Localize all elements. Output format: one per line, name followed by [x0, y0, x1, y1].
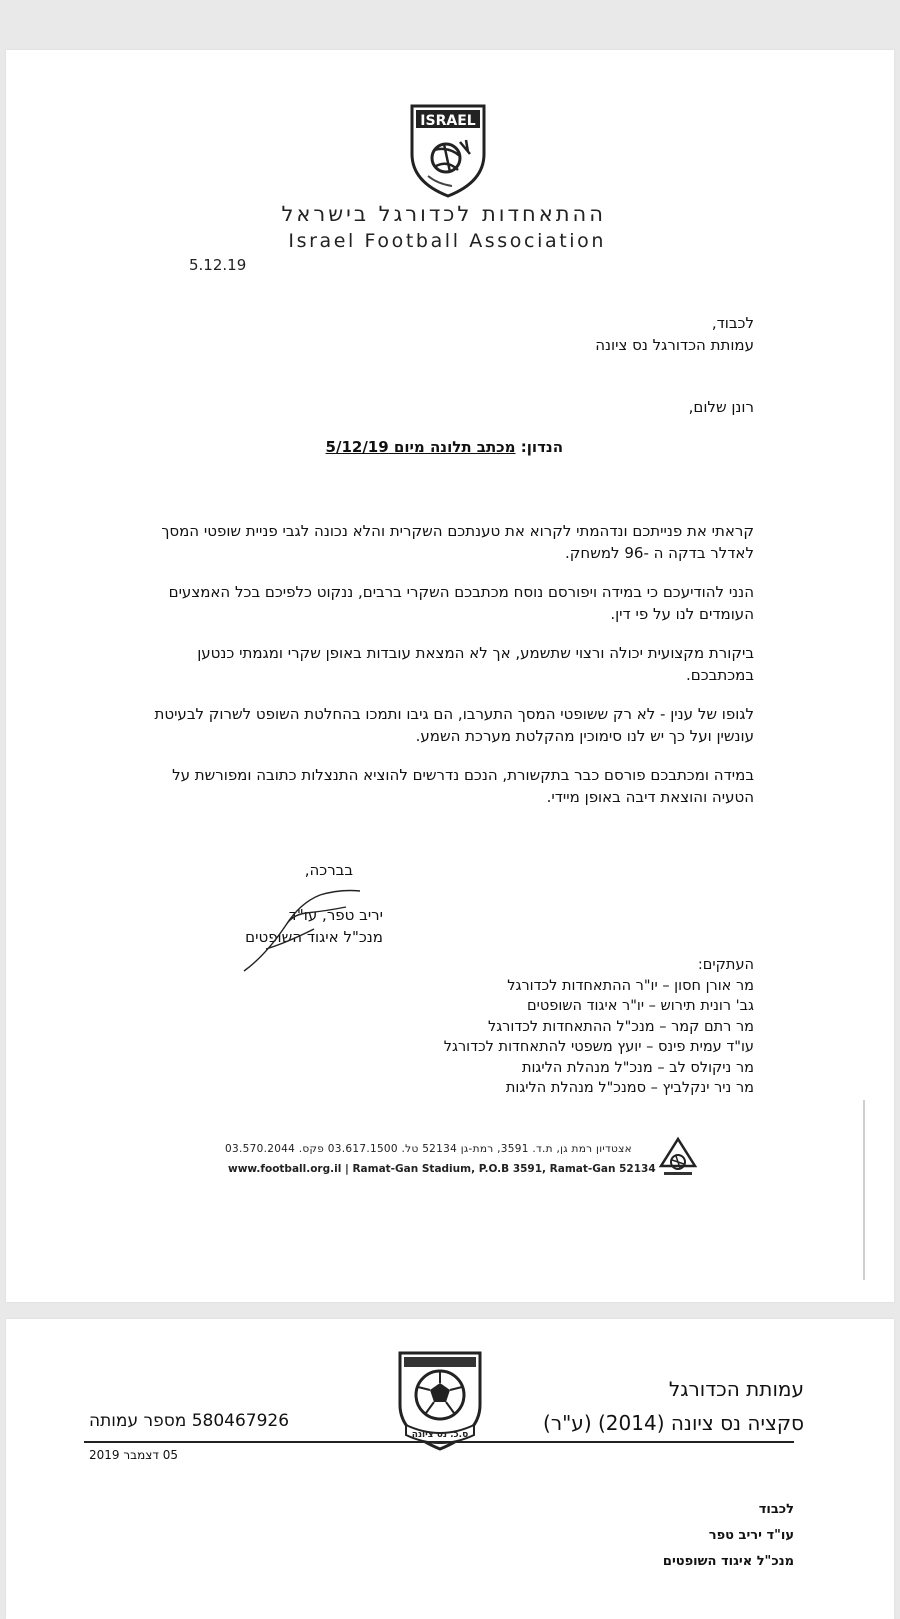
subject-line	[326, 438, 563, 456]
copies-list	[334, 955, 754, 1099]
letter-page-2	[6, 1319, 894, 1619]
body-paragraph-3: ביקורת מקצועית יכולה ורצוי שתשמע, אך לא המצאת עובדות באופן שקרי ומגמתי כנטען במכתבכם.	[197, 644, 754, 684]
club-addressee-block	[494, 1497, 794, 1575]
club-logo-text: ס.כ. נס ציונה	[411, 1430, 469, 1440]
israel-football-association-logo	[408, 102, 488, 198]
footer-address-hebrew: אצטדיון רמת גן, ת.ד. 3591, רמת-גן 52134 טל. 03.617.1500 פקס. 03.570.2044	[225, 1143, 632, 1155]
copy-recipient: עו"ד עמית פינס – יועץ משפטי להתאחדות לכדורגל	[443, 1039, 754, 1055]
copy-recipient: מר ניר ינקלביץ – סמנכ"ל מנהלת הליגות	[505, 1080, 754, 1096]
club-addressee-line-2: עו"ד יריב טפר	[708, 1528, 794, 1543]
club-letter-date: 05 דצמבר 2019	[89, 1448, 178, 1462]
letter-date: 5.12.19	[189, 256, 247, 274]
subject-label: הנדון:	[520, 438, 563, 456]
footer-address-english: www.football.org.il | Ramat-Gan Stadium, P.O.B 3591, Ramat-Gan 52134	[228, 1163, 656, 1175]
addressee-line-2: עמותת הכדורגל נס ציונה	[595, 336, 754, 354]
club-org-line-2: סקציה נס ציונה (2014) (ע"ר)	[543, 1411, 804, 1435]
subject-text: מכתב תלונה מיום 5/12/19	[325, 438, 516, 456]
header-divider	[84, 1441, 794, 1443]
body-paragraph-5: במידה ומכתבכם פורסם כבר בתקשורת, הנכם נדרשים להוציא התנצלות כתובה ומפורשת על הטעיה והוצאת דיבה באופן מיידי.	[172, 766, 754, 806]
body-paragraph-1: קראתי את פנייתכם ונדהמתי לקרוא את טענתכם השקרית והלא נכונה לגבי פניית שופטי המסך לאדלר בדקה ה -96 למשחק.	[161, 522, 754, 562]
edge-shadow	[863, 1100, 865, 1280]
league-logo-icon	[658, 1136, 698, 1180]
nes-ziona-club-logo	[394, 1349, 486, 1453]
copy-recipient: מר רתם קמר – מנכ"ל ההתאחדות לכדורגל	[487, 1018, 754, 1035]
body-paragraph-4: לגופו של ענין - לא רק ששופטי המסך התערבו, הם גיבו ותמכו בהחלטת השופט לשרוק לבעיטת עונשין ועל כך יש לנו סימוכין מהקלטת מערכת השמע.	[154, 705, 754, 745]
signer-name: יריב טפר, עו"ד	[288, 906, 383, 924]
body-paragraph-2: הנני להודיעכם כי במידה ויפורסם נוסח מכתבכם השקרי ברבים, ננקוט כלפיכם בכל האמצעים העומדים לנו על פי דין.	[168, 583, 754, 623]
org-name-hebrew: ההתאחדות לכדורגל בישראל	[281, 202, 606, 226]
copies-title: העתקים:	[697, 957, 754, 973]
org-name-english: Israel Football Association	[288, 230, 606, 252]
club-addressee-line-3: מנכ"ל איגוד השופטים	[662, 1554, 794, 1569]
copy-recipient: מר ניקולס לב – מנכ"ל מנהלת הליגות	[521, 1059, 754, 1076]
signer-title: מנכ"ל איגוד השופטים	[245, 928, 383, 946]
letter-page-1	[6, 50, 894, 1302]
copy-recipient: גב' רונית תירוש – יו"ר איגוד השופטים	[527, 998, 754, 1014]
greeting: רונן שלום,	[688, 398, 754, 416]
closing: בברכה,	[304, 861, 353, 879]
addressee-line-1: לכבוד,	[711, 314, 754, 332]
club-org-line-1: עמותת הכדורגל	[668, 1377, 804, 1401]
addressee-block	[354, 312, 754, 356]
club-addressee-line-1: לכבוד	[758, 1502, 794, 1517]
association-number: 580467926 מספר עמותה	[89, 1411, 290, 1431]
copy-recipient: מר אורן חסון – יו"ר ההתאחדות לכדורגל	[507, 977, 754, 994]
logo-text: ISRAEL	[420, 113, 476, 129]
